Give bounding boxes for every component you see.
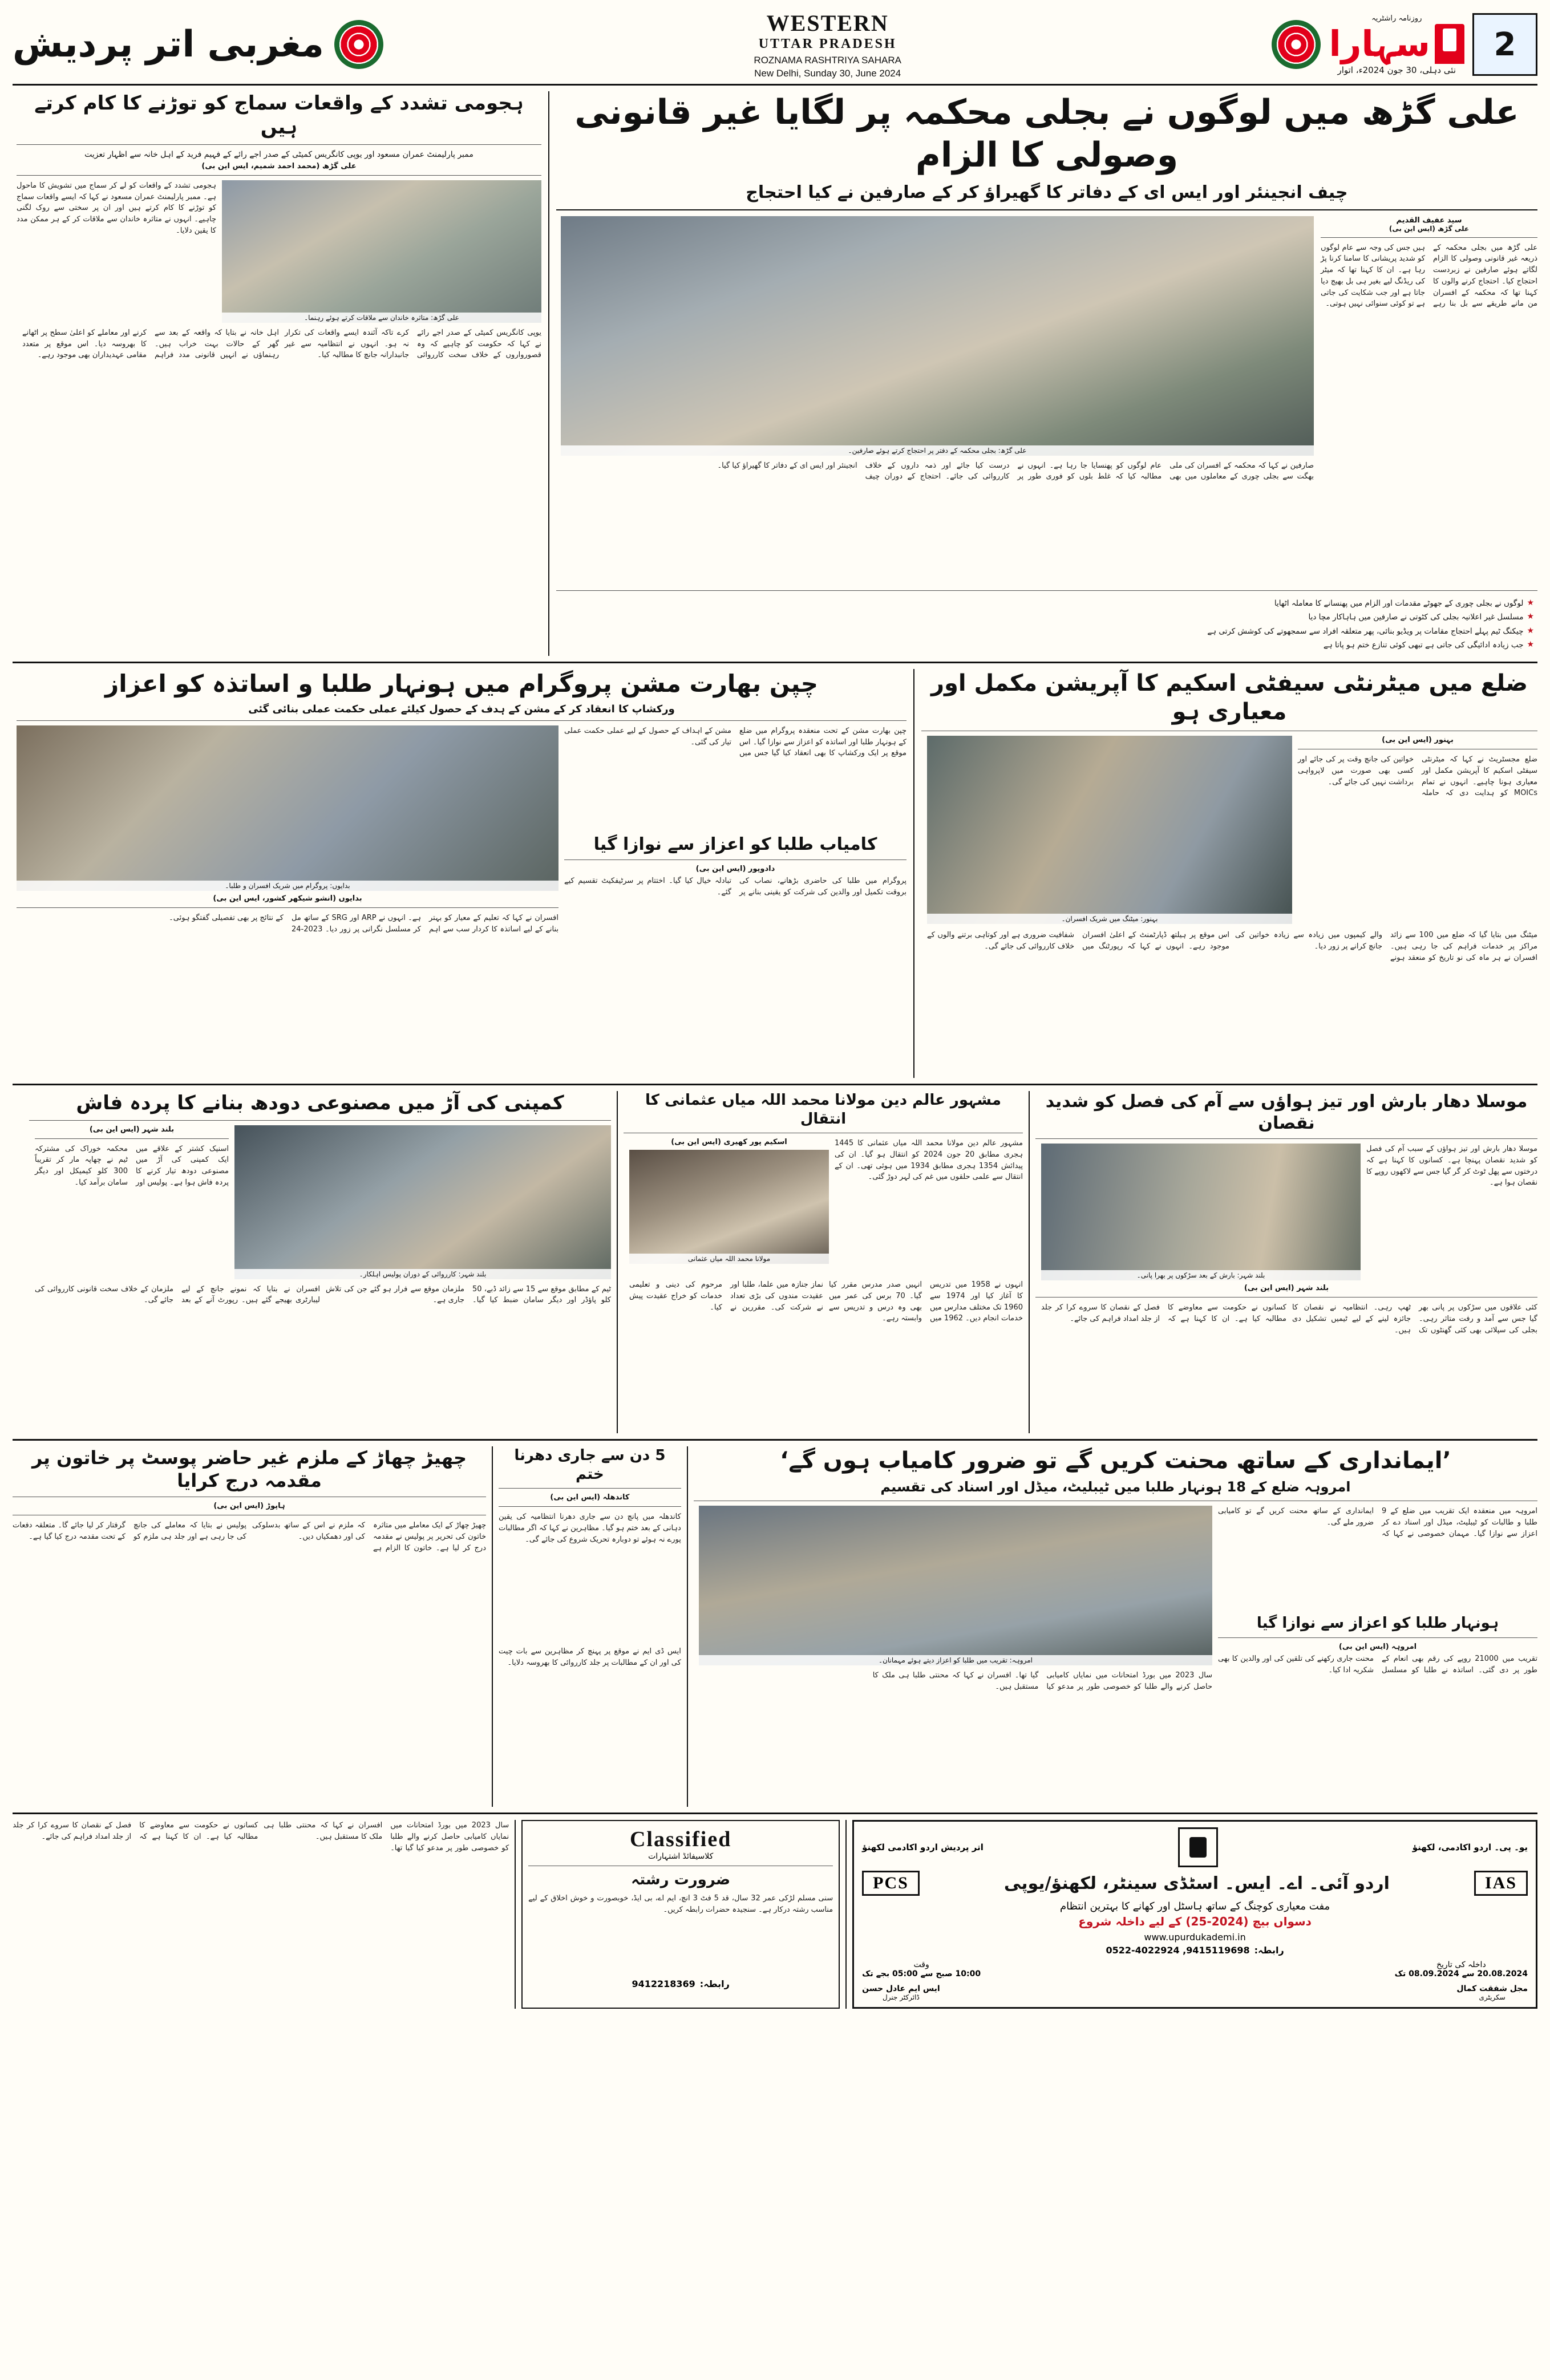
fourth-band bbox=[13, 1446, 1537, 1807]
ad-header bbox=[862, 1827, 1528, 1867]
mission-col-2: افسران نے کہا کہ تعلیم کے معیار کو بہتر بنانے کے لیے اساتذہ کا کردار سب سے اہم ہے۔ انہوں نے ARP اور SRG کے ساتھ مل کر مسلسل نگرانی پر زور دیا۔ 2023-24 کے نتائج پر بھی تفصیلی گفتگو ہوئی۔ bbox=[169, 913, 559, 934]
honesty-byline: امروہہ (ایس این بی) bbox=[1338, 1642, 1417, 1651]
mission-story bbox=[17, 669, 906, 1078]
harass-story bbox=[13, 1446, 486, 1807]
masthead-right bbox=[13, 20, 383, 69]
logo-top-text: روزنامہ راشٹریہ bbox=[1371, 14, 1422, 23]
harass-byline: ہاپوڑ (ایس این بی) bbox=[213, 1502, 285, 1511]
classified-heading: ضرورت رشتہ bbox=[631, 1871, 731, 1889]
obit-story bbox=[624, 1091, 1023, 1433]
honesty-top bbox=[694, 1506, 1537, 1807]
harass-col-2: پولیس نے بتایا کہ معاملے کی جانچ کی جا رہی ہے اور جلد ہی ملزم کو گرفتار کر لیا جائے گا۔ متعلقہ دفعات کے تحت مقدمہ درج کیا گیا ہے۔ bbox=[13, 1521, 246, 1541]
violence-col-1: ہجومی تشدد کے واقعات کو لے کر سماج میں تشویش کا ماحول ہے۔ ممبر پارلیمنٹ عمران مسعود نے کہا کہ ایسے واقعات سماج کو توڑنے کا کام کرتے ہیں اور ان پر سختی سے روک لگنی چاہیے۔ انہوں نے متاثرہ خاندان سے ملاقات کر کے ہر ممکن مدد کا یقین دلایا۔ bbox=[17, 181, 216, 235]
sahara-logo bbox=[1329, 14, 1464, 75]
lead-photo bbox=[561, 216, 1314, 456]
violence-col-2: یوپی کانگریس کمیٹی کے صدر اجے رائے نے کہا کہ حکومت کو چاہیے کہ وہ قصورواروں کے خلاف سخت کارروائی کرے تاکہ آئندہ ایسے واقعات کی تکرار نہ ہو۔ انہوں نے انتظامیہ سے غیر جانبدارانہ جانچ کا مطالبہ کیا۔ bbox=[285, 328, 541, 360]
classified-contact-value: 9412218369 bbox=[632, 1978, 695, 1989]
page-number: 2 bbox=[1472, 13, 1537, 76]
ad-contact-value: 9415119698, 0522-4022924 bbox=[1106, 1945, 1250, 1956]
violence-col-3: اہل خانہ نے بتایا کہ واقعہ کے بعد سے گھر کے حالات بہت خراب ہیں۔ رہنماؤں نے انہیں قانونی مدد فراہم کرنے اور معاملے کو اعلیٰ سطح پر اٹھانے کا بھروسہ دیا۔ اس موقع پر متعدد مقامی عہدیداران بھی موجود رہے۔ bbox=[22, 328, 279, 360]
column-divider-2 bbox=[913, 669, 914, 1078]
rain-col-1: موسلا دھار بارش اور تیز ہواؤں کے سبب آم کی فصل کو شدید نقصان پہنچا ہے۔ کسانوں کا کہنا ہے کہ درختوں سے پھل ٹوٹ کر گر گیا جس سے لاکھوں روپے کا نقصان ہوا ہے۔ bbox=[1366, 1145, 1537, 1187]
matri-col-3: اس موقع پر ہیلتھ ڈپارٹمنٹ کے اعلیٰ افسران موجود رہے۔ انہوں نے کہا کہ رپورٹنگ میں شفافیت ضروری ہے اور کوتاہی برتنے والوں کے خلاف کارروائی کی جائے گی۔ bbox=[927, 931, 1229, 951]
academy-emblem-icon bbox=[1178, 1827, 1218, 1867]
continued-col-1: سال 2023 میں بورڈ امتحانات میں نمایاں کامیابی حاصل کرنے والے طلبا کو خصوصی طور پر مدعو کیا گیا تھا۔ افسران نے کہا کہ محنتی طلبا ہی ملک کا مستقبل ہیں۔ bbox=[264, 1821, 509, 1852]
obit-col-3: نماز جنازہ میں علما، طلبا اور عقیدت مندوں کی بڑی تعداد نے شرکت کی۔ مقررین نے مرحوم کی دینی و تعلیمی خدمات کو خراج عقیدت پیش کیا۔ bbox=[629, 1280, 823, 1312]
honesty-col-2: سال 2023 میں بورڈ امتحانات میں نمایاں کامیابی حاصل کرنے والے طلبا کو خصوصی طور پر مدعو کیا گیا تھا۔ افسران نے کہا کہ محنتی طلبا ہی ملک کا مستقبل ہیں۔ bbox=[872, 1671, 1212, 1691]
matri-story bbox=[921, 669, 1537, 1078]
honesty-col-1: امروہہ میں منعقدہ ایک تقریب میں ضلع کے 9 طلبا و طالبات کو ٹیبلیٹ، میڈل اور اسناد دے کر اعزاز سے نوازا گیا۔ مہمان خصوصی نے کہا کہ ایمانداری کے ساتھ محنت کریں گے تو کامیابی ضرور ملے گی۔ bbox=[1218, 1507, 1537, 1538]
classified-contact-label: رابطہ: bbox=[699, 1978, 730, 1989]
fiveday-col-1: کاندھلہ میں پانچ دن سے جاری دھرنا انتظامیہ کی یقین دہانی کے بعد ختم ہو گیا۔ مظاہرین نے کہا کہ اگر مطالبات پورے نہ ہوئے تو دوبارہ تحریک شروع کی جائے گی۔ bbox=[499, 1513, 681, 1544]
ad-date-block bbox=[1395, 1960, 1528, 1978]
obit-bottom bbox=[624, 1279, 1023, 1422]
obit-top bbox=[624, 1138, 1023, 1275]
classified-logo-urdu: کلاسیفائڈ اشتہارات bbox=[648, 1852, 714, 1862]
mission-col-1: چپن بھارت مشن کے تحت منعقدہ پروگرام میں ضلع کے ہونہار طلبا اور اساتذہ کو اعزاز سے نوازا گیا۔ اس موقع پر ایک ورکشاپ کا بھی انعقاد کیا گیا جس میں مشن کے اہداف کے حصول کے لیے عملی حکمت عملی تیار کی گئی۔ bbox=[564, 726, 906, 758]
milk-story bbox=[29, 1091, 611, 1433]
milk-bottom bbox=[29, 1284, 611, 1426]
rain-col-2: کئی علاقوں میں سڑکوں پر پانی بھر گیا جس سے آمد و رفت متاثر رہی۔ بجلی کی سپلائی بھی کئی گھنٹوں تک ٹھپ رہی۔ انتظامیہ نے نقصان کا جائزہ لینے کے لیے ٹیمیں تشکیل دی ہیں۔ bbox=[1292, 1303, 1537, 1335]
obit-portrait-area bbox=[629, 1138, 829, 1275]
continued-row bbox=[13, 1820, 509, 1991]
rain-headline: موسلا دھار بارش اور تیز ہواؤں سے آم کی فصل کو شدید نقصان bbox=[1045, 1092, 1528, 1133]
honesty-sub-headline: ہونہار طلبا کو اعزاز سے نوازا گیا bbox=[1256, 1615, 1499, 1632]
honesty-subhead: امروہہ ضلع کے 18 ہونہار طلبا میں ٹیبلیٹ، میڈل اور اسناد کی تقسیم bbox=[880, 1479, 1351, 1495]
continued-text-block bbox=[13, 1820, 509, 2009]
rain-photo bbox=[1041, 1144, 1361, 1280]
milk-photo-caption: بلند شہر: کارروائی کے دوران پولیس اہلکار۔ bbox=[234, 1269, 611, 1279]
milk-photo bbox=[234, 1125, 611, 1279]
ad-badges bbox=[862, 1871, 1528, 1896]
lead-bullet-list bbox=[556, 595, 1537, 656]
classified-ad[interactable] bbox=[521, 1820, 840, 2009]
mission-photo-area bbox=[17, 725, 559, 1044]
column-divider-8 bbox=[515, 1820, 516, 2009]
top-band bbox=[13, 91, 1537, 656]
honesty-col-3: تقریب میں 21000 روپے کی رقم بھی انعام کے طور پر دی گئی۔ اساتذہ نے طلبا کو مسلسل محنت جاری رکھنے کی تلقین کی اور والدین کا بھی شکریہ ادا کیا۔ bbox=[1218, 1654, 1537, 1674]
sign-name: مجل شفقت کمال bbox=[1456, 1984, 1528, 1994]
mission-photo bbox=[17, 725, 559, 891]
fiveday-col-2: ایس ڈی ایم نے موقع پر پہنچ کر مظاہرین سے بات چیت کی اور ان کے مطالبات پر جلد کارروائی کا بھروسہ دلایا۔ bbox=[499, 1647, 681, 1667]
classified-contact-row bbox=[528, 1978, 833, 1989]
violence-bottom bbox=[17, 327, 541, 556]
fiveday-headline: 5 دن سے جاری دھرنا ختم bbox=[514, 1447, 666, 1483]
matri-text-right bbox=[1298, 736, 1537, 925]
obit-headline: مشہور عالم دین مولانا محمد اللہ میاں عثمانی کا انتقال bbox=[645, 1092, 1001, 1128]
honesty-photo-caption: امروہہ: تقریب میں طلبا کو اعزاز دیتے ہوئے مہمانان۔ bbox=[699, 1655, 1212, 1665]
title-line-2: UTTAR PRADESH bbox=[758, 37, 897, 51]
rain-byline: بلند شہر (ایس این بی) bbox=[1244, 1284, 1329, 1293]
ad-schedule bbox=[862, 1960, 1528, 1978]
list-item: ★ لوگوں نے بجلی چوری کے جھوٹے مقدمات اور الزام میں پھنسانے کا معاملہ اٹھایا bbox=[1274, 598, 1534, 608]
lead-photo-caption: علی گڑھ: بجلی محکمہ کے دفتر پر احتجاج کرتے ہوئے صارفین۔ bbox=[561, 445, 1314, 456]
logo-sub-text: نئی دہلی، 30 جون 2024ء، اتوار bbox=[1337, 64, 1456, 75]
column-divider bbox=[548, 91, 549, 656]
obit-subhead: اسکیم پور کھیری (ایس این بی) bbox=[671, 1138, 787, 1147]
lead-col-2: صارفین نے کہا کہ محکمہ کے افسران کی ملی بھگت سے بجلی چوری کے معاملوں میں بھی عام لوگوں کو پھنسایا جا رہا ہے۔ انہوں نے مطالبہ کیا کہ غلط بلوں کو فوری طور پر درست کیا جائے اور ذمہ داروں کے خلاف کارروائی کی جائے۔ احتجاج کے دوران چیف انجینئر اور ایس ای کے دفاتر کا گھیراؤ کیا گیا۔ bbox=[717, 461, 1314, 481]
ad-org-sub: اتر پردیش اردو اکادمی لکھنؤ bbox=[862, 1842, 984, 1853]
violence-headline: ہجومی تشدد کے واقعات سماج کو توڑنے کا کام کرتے ہیں bbox=[34, 91, 524, 139]
lead-byline: سید عفیف القدیم bbox=[1396, 216, 1462, 225]
ias-badge: IAS bbox=[1474, 1871, 1528, 1896]
honesty-headline: ’ایمانداری کے ساتھ محنت کریں گے تو ضرور کامیاب ہوں گے‘ bbox=[780, 1448, 1451, 1474]
obit-col-1: مشہور عالم دین مولانا محمد اللہ میاں عثمانی کا 1445 ہجری مطابق 20 جون 2024 کو انتقال ہو گیا۔ ان کی پیدائش 1354 ہجری مطابق 1934 میں ہوئی تھی۔ ان کے انتقال سے علمی حلقوں میں غم کی لہر دوڑ گئی۔ bbox=[835, 1139, 1023, 1182]
flower-emblem-icon-right bbox=[334, 20, 383, 69]
honesty-story bbox=[694, 1446, 1537, 1807]
milk-col-3: افسران نے بتایا کہ نمونے جانچ کے لیے لیبارٹری بھیجے گئے ہیں۔ رپورٹ آنے کے بعد ملزمان کے خلاف سخت قانونی کارروائی کی جائے گی۔ bbox=[35, 1284, 320, 1305]
ad-contact-row bbox=[862, 1945, 1528, 1956]
rain-col-3: کسانوں نے حکومت سے معاوضے کا مطالبہ کیا ہے۔ ان کا کہنا ہے کہ فصل کے نقصان کا سروے کرا کر جلد از جلد امداد فراہم کی جائے۔ bbox=[1041, 1303, 1286, 1323]
lead-headline: علی گڑھ میں لوگوں نے بجلی محکمہ پر لگایا غیر قانونی وصولی کا الزام bbox=[574, 92, 1519, 175]
ad-date-label: داخلہ کی تاریخ bbox=[1436, 1960, 1486, 1970]
violence-story bbox=[17, 91, 541, 656]
ad-date-value: 20.08.2024 سے 08.09.2024 تک bbox=[1394, 1969, 1528, 1979]
classified-body: سنی مسلم لڑکی عمر 32 سال، قد 5 فٹ 3 انچ، ایم اے، بی ایڈ، خوبصورت و خوش اخلاق کے لیے مناسب رشتہ درکار ہے۔ سنجیدہ حضرات رابطہ کریں۔ bbox=[528, 1894, 833, 1914]
lead-subhead: چیف انجینئر اور ایس ای کے دفاتر کا گھیراؤ کر کے صارفین نے کیا احتجاج bbox=[746, 182, 1348, 202]
ad-line-2: دسواں بیچ (2024-25) کے لیے داخلہ شروع bbox=[1078, 1915, 1312, 1929]
column-divider-7 bbox=[845, 1820, 847, 2009]
harass-headline: چھیڑ چھاڑ کے ملزم غیر حاضر پوسٹ پر خاتون پر مقدمہ درج کرایا bbox=[31, 1447, 467, 1492]
matri-photo-caption: بہنور: میٹنگ میں شریک افسران۔ bbox=[927, 914, 1292, 924]
milk-byline: بلند شہر (ایس این بی) bbox=[89, 1125, 175, 1134]
lead-content bbox=[556, 216, 1537, 586]
matri-headline: ضلع میں میٹرنٹی سیفٹی اسکیم کا آپریشن مکمل اور معیاری ہو bbox=[931, 670, 1528, 725]
classified-logo: Classified bbox=[629, 1827, 732, 1852]
masthead-left bbox=[1272, 13, 1537, 76]
pcs-badge: PCS bbox=[862, 1871, 920, 1896]
violence-byline: علی گڑھ (محمد احمد شمیم، ایس این بی) bbox=[201, 161, 357, 171]
violence-photo-caption: علی گڑھ: متاثرہ خاندان سے ملاقات کرتے ہوئے رہنما۔ bbox=[222, 313, 541, 323]
column-divider-3 bbox=[1029, 1091, 1030, 1433]
obit-portrait bbox=[629, 1150, 829, 1264]
flower-emblem-icon bbox=[1272, 20, 1321, 69]
honesty-photo-area bbox=[699, 1506, 1212, 1807]
sign-role-2: ڈائرکٹر جنرل bbox=[883, 1993, 920, 2002]
column-divider-6 bbox=[492, 1446, 493, 1807]
urdu-academy-ad[interactable] bbox=[852, 1820, 1537, 2009]
obit-col-2: انہوں نے 1958 میں تدریس کا آغاز کیا اور 1974 سے 1960 تک مختلف مدارس میں خدمات انجام دیں۔ 1962 میں انہیں صدر مدرس مقرر کیا گیا۔ 70 برس کی عمر میں بھی وہ درس و تدریس سے وابستہ رہے۔ bbox=[829, 1280, 1023, 1323]
sign-role: سکریٹری bbox=[1479, 1993, 1506, 2002]
ad-time-value: 10:00 صبح سے 05:00 بجے تک bbox=[862, 1969, 981, 1979]
rain-bottom bbox=[1035, 1302, 1537, 1433]
mission-subhead: ورکشاپ کا انعقاد کر کے مشن کے ہدف کے حصول کیلئے عملی حکمت عملی بنائی گئی bbox=[248, 703, 675, 715]
logo-urdu-text: سہارا bbox=[1329, 22, 1430, 64]
milk-text-right bbox=[35, 1125, 229, 1279]
second-band bbox=[13, 669, 1537, 1078]
fiveday-byline: کاندھلہ (ایس این بی) bbox=[550, 1493, 630, 1502]
rain-photo-caption: بلند شہر: بارش کے بعد سڑکوں پر بھرا پانی۔ bbox=[1041, 1270, 1361, 1280]
harass-col-1: چھیڑ چھاڑ کے ایک معاملے میں متاثرہ خاتون کی تحریر پر پولیس نے مقدمہ درج کر لیا ہے۔ خاتون کا الزام ہے کہ ملزم نے اس کے ساتھ بدسلوکی کی اور دھمکیاں دیں۔ bbox=[252, 1521, 486, 1552]
column-divider-4 bbox=[617, 1091, 618, 1433]
mission-photo-caption: بدایوں: پروگرام میں شریک افسران و طلبا۔ bbox=[17, 881, 559, 891]
matri-photo bbox=[927, 736, 1292, 924]
violence-photo bbox=[222, 180, 541, 323]
lead-right-col bbox=[1321, 216, 1537, 586]
rain-top bbox=[1035, 1144, 1537, 1280]
honesty-photo bbox=[699, 1506, 1212, 1665]
star-icon: ★ bbox=[1527, 598, 1534, 607]
mission-top bbox=[17, 725, 906, 1044]
matri-top bbox=[921, 736, 1537, 925]
masthead-urdu-title: مغربی اتر پردیش bbox=[13, 23, 324, 66]
obit-photo-caption: مولانا محمد اللہ میاں عثمانی bbox=[629, 1254, 829, 1264]
mission-col-3: پروگرام میں طلبا کی حاضری بڑھانے، نصاب کی بروقت تکمیل اور والدین کی شرکت کو یقینی بنانے پر تبادلہ خیال کیا گیا۔ اختتام پر سرٹیفکیٹ تقسیم کیے گئے۔ bbox=[564, 877, 906, 897]
lead-col-1: علی گڑھ میں بجلی محکمہ کے ذریعہ غیر قانونی وصولی کا الزام لگاتے ہوئے صارفین نے زبردست احتجاج کیا۔ احتجاج کرنے والوں کا کہنا تھا کہ محکمہ کے افسران من مانے طریقے سے بل بنا رہے ہیں جس کی وجہ سے عام لوگوں کو شدید پریشانی کا سامنا کرنا پڑ رہا ہے۔ ان کا کہنا تھا کہ میٹر کی ریڈنگ لیے بغیر ہی بل بھیج دیا جاتا ہے اور جب شکایت کی جاتی ہے تو کوئی سنوائی نہیں ہوتی۔ bbox=[1321, 243, 1537, 309]
star-icon: ★ bbox=[1527, 612, 1534, 622]
column-divider-5 bbox=[687, 1446, 688, 1807]
masthead bbox=[13, 10, 1537, 86]
milk-top bbox=[29, 1125, 611, 1279]
sign-title: ایس ایم عادل حسن bbox=[862, 1984, 940, 1994]
fiveday-story bbox=[499, 1446, 681, 1807]
place-date: New Delhi, Sunday 30, June 2024 bbox=[754, 68, 901, 79]
ads-band bbox=[13, 1820, 1537, 2009]
harass-body bbox=[13, 1520, 486, 1765]
ad-signatures bbox=[862, 1984, 1528, 2001]
mission-text-right bbox=[564, 725, 906, 1044]
milk-col-2: ٹیم کے مطابق موقع سے 15 سے زائد ڈبے، 50 کلو پاؤڈر اور دیگر سامان ضبط کیا گیا۔ ملزمان موقع سے فرار ہو گئے جن کی تلاش جاری ہے۔ bbox=[326, 1284, 612, 1305]
ad-time-label: وقت bbox=[913, 1960, 929, 1970]
title-line-1: WESTERN bbox=[766, 10, 889, 36]
ad-time-block bbox=[862, 1960, 981, 1978]
ad-org-line: یو۔ پی۔ اردو اکادمی، لکھنؤ bbox=[1412, 1842, 1528, 1853]
list-item: ★ چیکنگ ٹیم پہلے احتجاج مقامات پر ویڈیو بنائی، پھر متعلقہ افراد سے سمجھوتے کی کوشش کرتی ہے bbox=[1207, 626, 1534, 636]
matri-col-1: ضلع مجسٹریٹ نے کہا کہ میٹرنٹی سیفٹی اسکیم کا آپریشن مکمل اور معیاری ہونا چاہیے۔ انہوں نے تمام MOICs کو ہدایت دی کہ حاملہ خواتین کی جانچ وقت پر کی جائے اور کسی بھی صورت میں لاپرواہی برداشت نہیں کی جائے گی۔ bbox=[1298, 755, 1537, 798]
rain-story bbox=[1035, 1091, 1537, 1433]
matri-col-2: میٹنگ میں بتایا گیا کہ ضلع میں 100 سے زائد مراکز پر خدمات فراہم کی جا رہی ہیں۔ افسران نے ہر ماہ کی نو تاریخ کو منعقد ہونے والے کیمپوں میں زیادہ سے زیادہ خواتین کی جانچ کرانے پر زور دیا۔ bbox=[1235, 931, 1537, 962]
milk-headline: کمپنی کی آڑ میں مصنوعی دودھ بنانے کا پردہ فاش bbox=[76, 1092, 564, 1115]
mission-headline: چپن بھارت مشن پروگرام میں ہونہار طلبا و اساتذہ کو اعزاز bbox=[105, 670, 818, 698]
milk-col-1: اسنیک کشتر کے علاقے میں ایک کمپنی کی آڑ میں مصنوعی دودھ تیار کرنے کا پردہ فاش ہوا ہے۔ پولیس اور محکمہ خوراک کی مشترکہ ٹیم نے چھاپہ مار کر تقریباً 300 کلو کیمیکل اور دیگر سامان برآمد کیا۔ bbox=[35, 1144, 229, 1187]
signature-left bbox=[1456, 1984, 1528, 2001]
ad-contact-label: رابطہ: bbox=[1254, 1945, 1284, 1956]
star-icon: ★ bbox=[1527, 640, 1534, 650]
signature-right bbox=[862, 1984, 940, 2001]
lead-byline-city: علی گڑھ (ایس این بی) bbox=[1389, 224, 1470, 233]
star-icon: ★ bbox=[1527, 626, 1534, 635]
masthead-title bbox=[754, 10, 901, 79]
matri-byline: بہنور (ایس این بی) bbox=[1382, 736, 1454, 745]
honesty-text-right bbox=[1218, 1506, 1537, 1807]
matri-bottom bbox=[921, 930, 1537, 1078]
violence-subhead: ممبر پارلیمنٹ عمران مسعود اور یوپی کانگریس کمیٹی کے صدر اجے رائے کے فہیم فرید کے اہل خانہ سے اظہار تعزیت bbox=[84, 149, 474, 159]
ad-title: اردو آئی۔ اے۔ ایس۔ اسٹڈی سینٹر، لکھنؤ/یوپی bbox=[1003, 1873, 1390, 1894]
continued-col-2: کسانوں نے حکومت سے معاوضے کا مطالبہ کیا ہے۔ ان کا کہنا ہے کہ فصل کے نقصان کا سروے کرا کر جلد از جلد امداد فراہم کی جائے۔ bbox=[13, 1821, 258, 1841]
title-line-3: ROZNAMA RASHTRIYA SAHARA bbox=[754, 54, 901, 66]
mission-byline-2: دادوپور (ایس این بی) bbox=[695, 865, 775, 874]
ad-website[interactable]: www.upurdukademi.in bbox=[1144, 1932, 1246, 1943]
mission-byline: بدایوں (انشو شیکھر کشور، ایس این بی) bbox=[213, 894, 362, 903]
ad-line-1: مفت معیاری کوچنگ کے ساتھ ہاسٹل اور کھانے کا بہترین انتظام bbox=[1059, 1900, 1330, 1913]
lead-story bbox=[556, 91, 1537, 656]
list-item: ★ جب زیادہ ادائیگی کی جاتی ہے تبھی کوئی تنازع ختم ہو پاتا ہے bbox=[1323, 640, 1534, 650]
lead-photo-area bbox=[561, 216, 1314, 586]
mission-sub-headline: کامیاب طلبا کو اعزاز سے نوازا گیا bbox=[593, 834, 877, 854]
list-item: ★ مسلسل غیر اعلانیہ بجلی کی کٹوتی نے صارفین میں ہاہاکار مچا دیا bbox=[1308, 612, 1534, 622]
third-band bbox=[13, 1091, 1537, 1433]
violence-top bbox=[17, 180, 541, 323]
